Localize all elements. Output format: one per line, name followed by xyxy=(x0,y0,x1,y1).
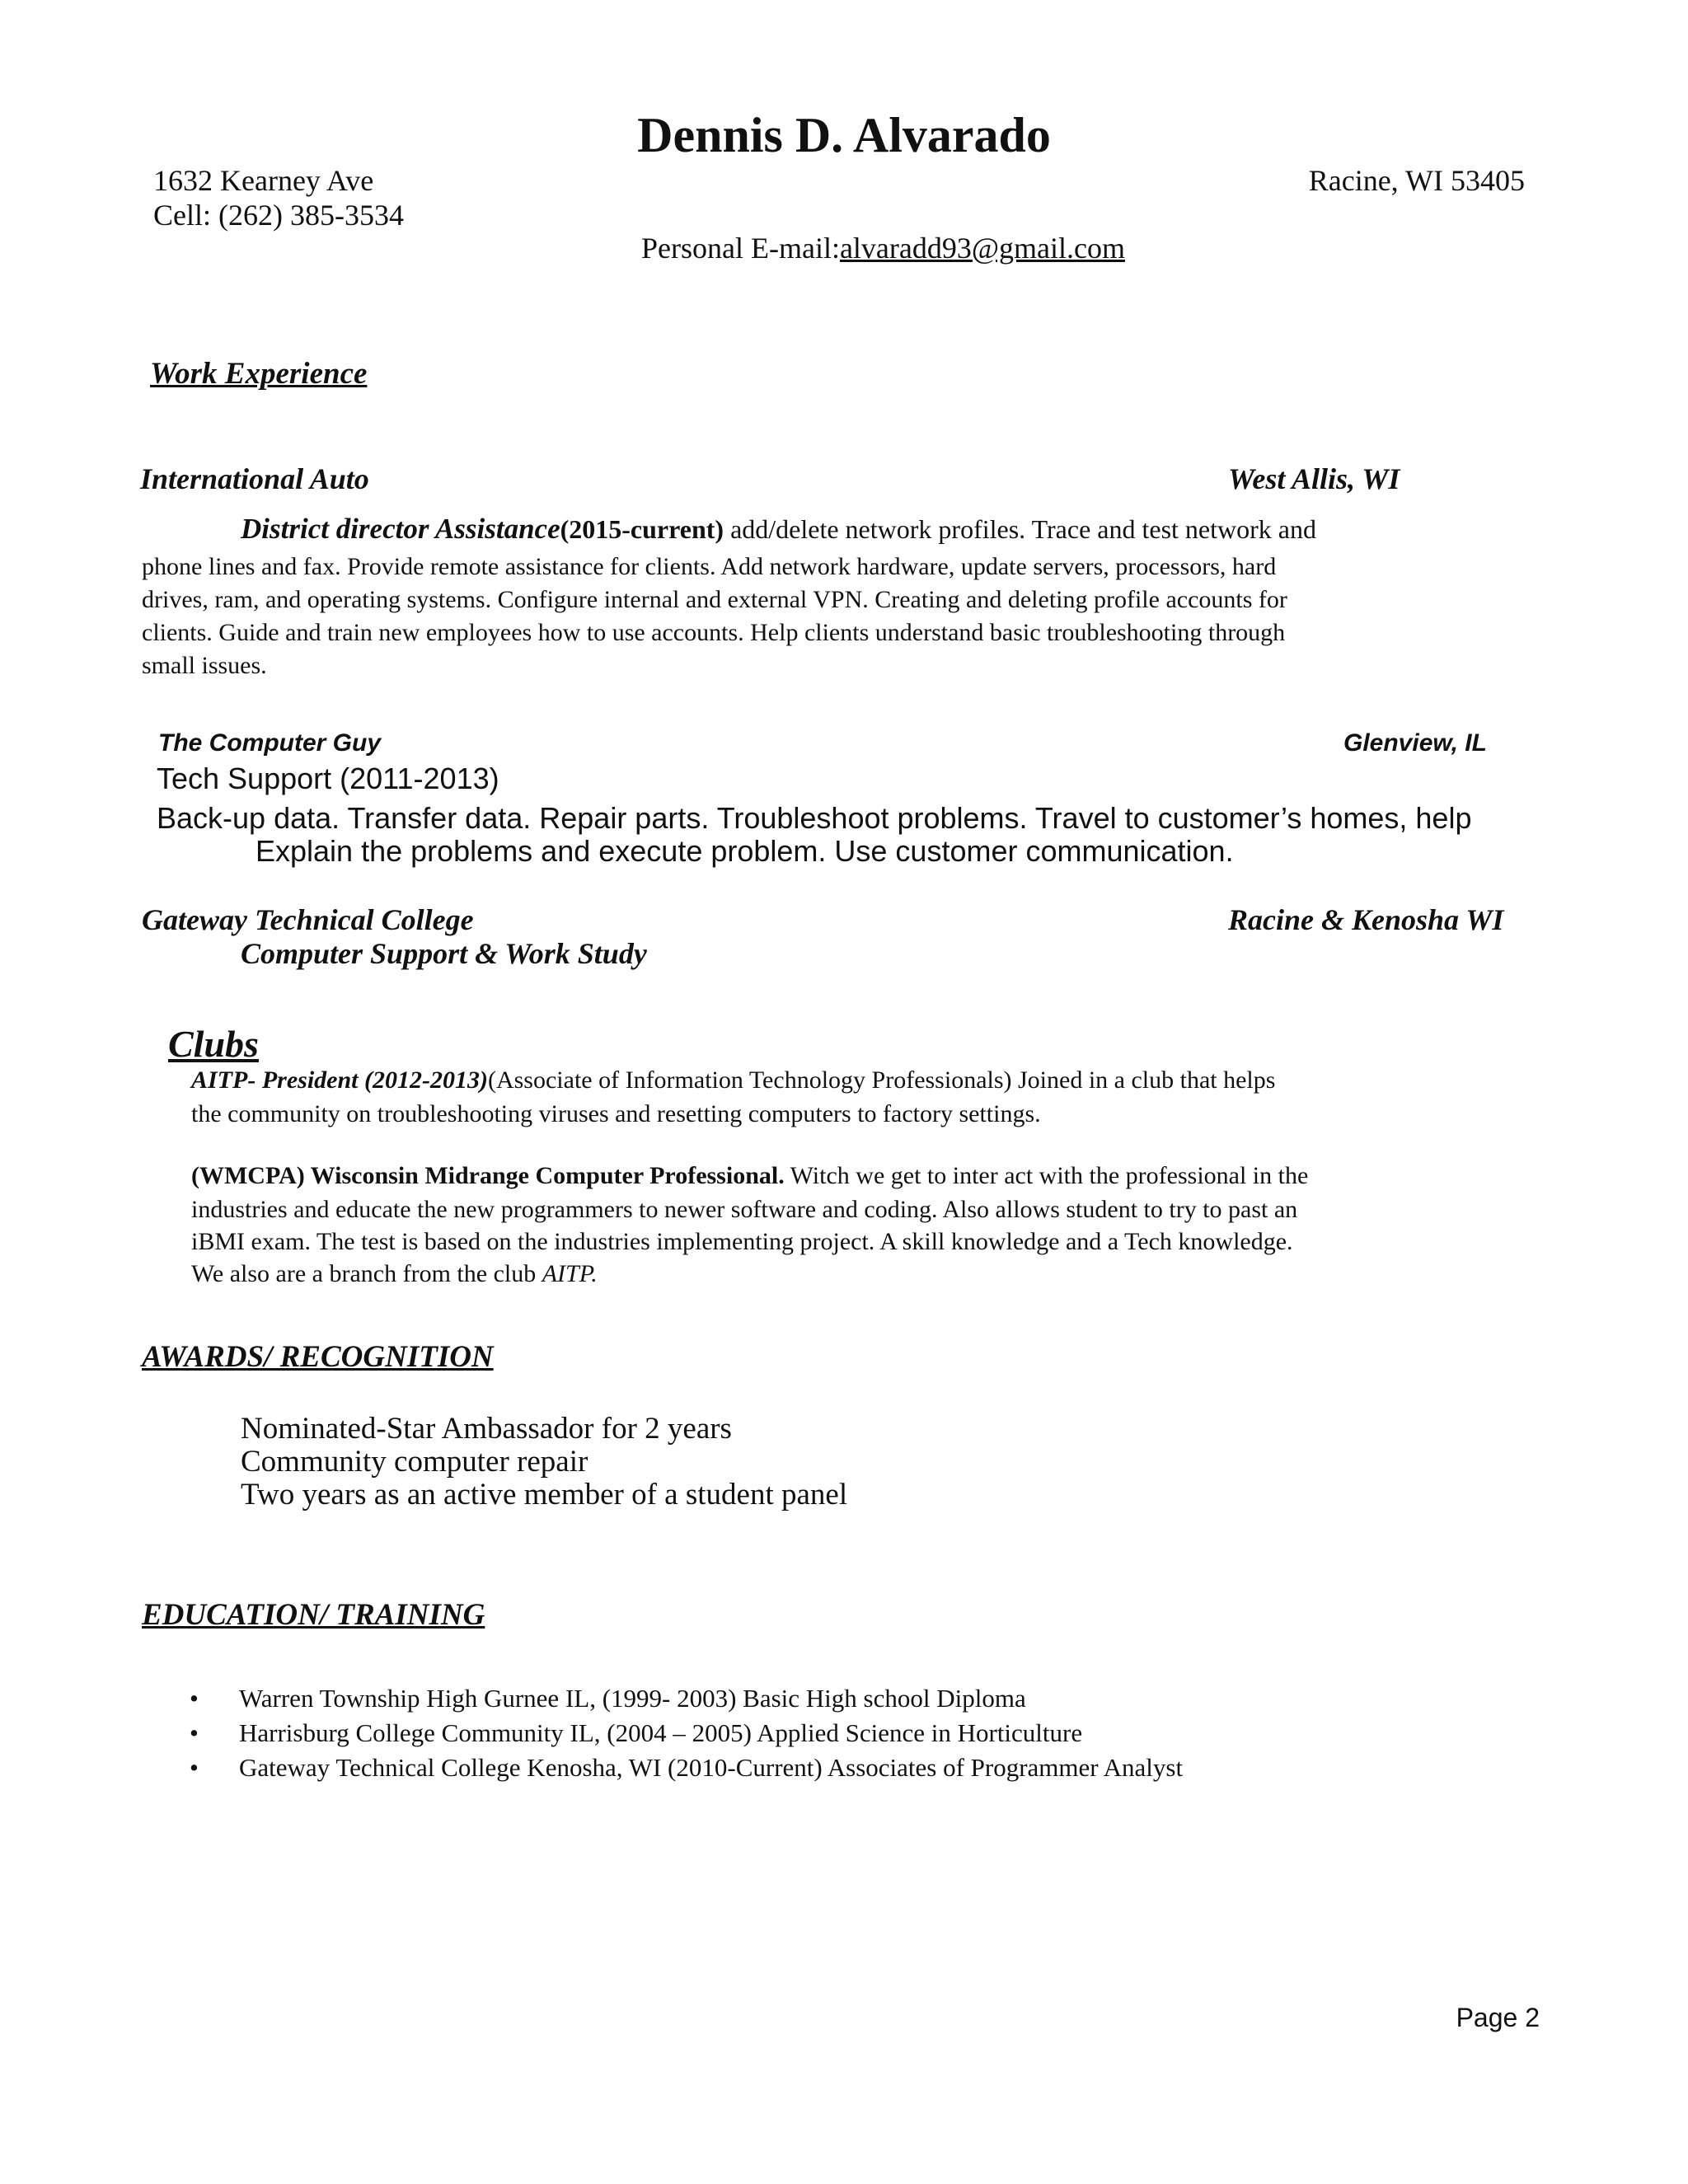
job-1-company: International Auto xyxy=(140,462,369,495)
education-item: Warren Township High Gurnee IL, (1999- 2003) Basic High school Diploma xyxy=(239,1684,1026,1713)
clubs-heading: Clubs xyxy=(168,1023,259,1065)
education-list xyxy=(190,1681,1183,1785)
email-link[interactable]: alvaradd93@gmail.com xyxy=(839,232,1125,265)
page-number: Page 2 xyxy=(1456,2003,1540,2032)
street-address: 1632 Kearney Ave xyxy=(153,164,374,197)
wmcpa-line-3: iBMI exam. The test is based on the industries implementing project. A skill knowledge and a Tech knowledge. xyxy=(191,1228,1293,1255)
job-2-location: Glenview, IL xyxy=(1343,729,1487,757)
wmcpa-name: (WMCPA) Wisconsin Midrange Computer Professional. xyxy=(191,1162,785,1189)
wmcpa-line-2: industries and educate the new programmers to newer software and coding. Also allows student to try to past an xyxy=(191,1196,1298,1223)
aitp-role: AITP- President (2012-2013) xyxy=(191,1066,488,1094)
aitp-line-2: the community on troubleshooting viruses and resetting computers to factory settings. xyxy=(191,1100,1041,1127)
email-label: Personal xyxy=(641,232,743,265)
city-state-zip: Racine, WI 53405 xyxy=(1308,164,1525,197)
job-1-line-3: drives, ram, and operating systems. Configure internal and external VPN. Creating and deleting profile accounts for xyxy=(142,586,1287,613)
award-item: Two years as an active member of a student panel xyxy=(241,1478,848,1511)
job-3-position: Computer Support & Work Study xyxy=(241,937,647,970)
list-item xyxy=(190,1750,1183,1785)
job-1-dates: (2015-current) xyxy=(560,514,724,544)
education-item: Harrisburg College Community IL, (2004 – 2005) Applied Science in Horticulture xyxy=(239,1718,1083,1747)
job-1-line-5: small issues. xyxy=(142,652,267,679)
wmcpa-text-1: Witch we get to inter act with the professional in the xyxy=(784,1162,1309,1189)
job-1-position: District director Assistance xyxy=(241,513,560,545)
job-1-line-1: add/delete network profiles. Trace and test network and xyxy=(730,514,1316,544)
cell-phone: Cell: (262) 385-3534 xyxy=(153,199,404,232)
award-item: Nominated-Star Ambassador for 2 years xyxy=(241,1412,732,1446)
list-item xyxy=(190,1681,1183,1716)
job-3-location: Racine & Kenosha WI xyxy=(1228,903,1504,936)
job-1-line-4: clients. Guide and train new employees how to use accounts. Help clients understand basic troubleshooting through xyxy=(142,619,1286,646)
wmcpa-line-4 xyxy=(191,1258,598,1291)
wmcpa-text-4: We also are a branch from the club xyxy=(191,1260,542,1287)
resume-name: Dennis D. Alvarado xyxy=(637,108,1051,162)
job-1-line-2: phone lines and fax. Provide remote assistance for clients. Add network hardware, update servers, processors, hard xyxy=(142,553,1277,580)
email-prefix: E-mail: xyxy=(750,232,840,265)
work-experience-heading: Work Experience xyxy=(150,357,368,391)
email-line xyxy=(641,231,1125,265)
aitp-text-1: (Associate of Information Technology Professionals) Joined in a club that helps xyxy=(487,1066,1276,1094)
job-1-title-line xyxy=(241,513,1316,546)
job-1-location: West Allis, WI xyxy=(1228,462,1400,495)
job-2-line-2: Explain the problems and execute problem. Use customer communication. xyxy=(256,834,1234,868)
job-2-position: Tech Support (2011-2013) xyxy=(157,762,499,795)
bullet: • xyxy=(190,1684,199,1713)
bullet: • xyxy=(190,1718,199,1747)
job-2-company: The Computer Guy xyxy=(158,729,382,757)
aitp-line-1 xyxy=(191,1066,1275,1094)
education-item: Gateway Technical College Kenosha, WI (2010-Current) Associates of Programmer Analyst xyxy=(239,1753,1184,1782)
job-2-line-1: Back-up data. Transfer data. Repair parts. Troubleshoot problems. Travel to customer’s homes, help xyxy=(157,801,1472,835)
award-item: Community computer repair xyxy=(241,1445,588,1479)
awards-heading: AWARDS/ RECOGNITION xyxy=(142,1340,494,1374)
list-item xyxy=(190,1716,1183,1750)
wmcpa-line-1 xyxy=(191,1162,1308,1190)
wmcpa-aitp-ref: AITP. xyxy=(542,1260,598,1287)
education-heading: EDUCATION/ TRAINING xyxy=(142,1598,485,1632)
bullet: • xyxy=(190,1753,199,1782)
job-3-company: Gateway Technical College xyxy=(142,903,474,936)
